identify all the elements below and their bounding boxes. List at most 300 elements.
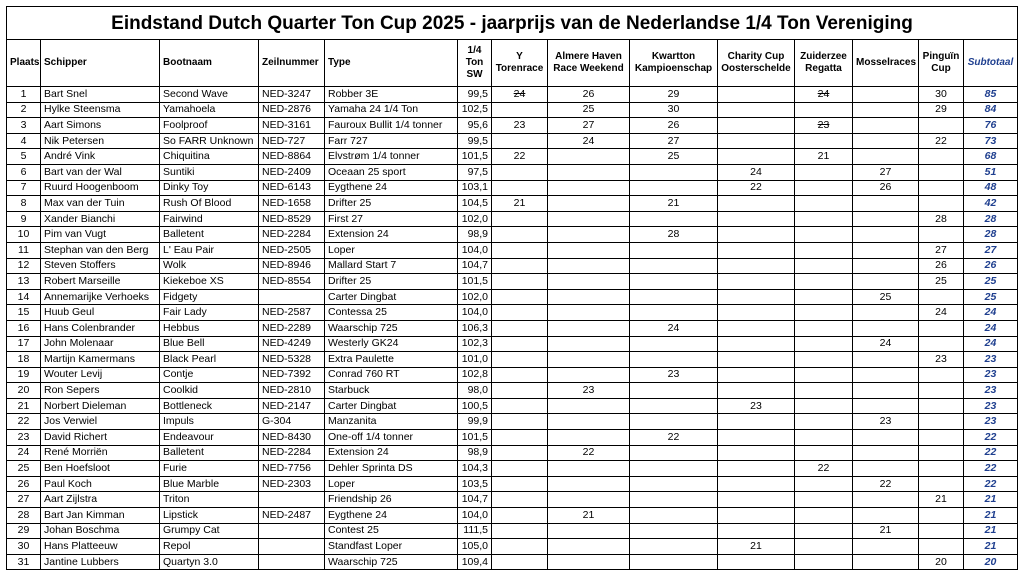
score-cell: 30 bbox=[630, 102, 718, 118]
subtotaal-cell: 23 bbox=[964, 398, 1018, 414]
bootnaam-cell: Black Pearl bbox=[160, 352, 259, 368]
score-cell bbox=[853, 383, 919, 399]
score-cell bbox=[630, 274, 718, 290]
zeilnummer-cell: NED-1658 bbox=[259, 196, 325, 212]
header-race-y-torenrace: Y Torenrace bbox=[492, 40, 548, 87]
sw-cell: 111,5 bbox=[458, 523, 492, 539]
bootnaam-cell: Endeavour bbox=[160, 430, 259, 446]
score-cell: 26 bbox=[548, 87, 630, 103]
score-cell bbox=[853, 445, 919, 461]
score-cell: 22 bbox=[718, 180, 795, 196]
score-cell: 28 bbox=[919, 211, 964, 227]
score-cell bbox=[853, 320, 919, 336]
sw-cell: 100,5 bbox=[458, 398, 492, 414]
score-cell bbox=[919, 476, 964, 492]
bootnaam-cell: Rush Of Blood bbox=[160, 196, 259, 212]
sw-cell: 104,7 bbox=[458, 492, 492, 508]
standings-table bbox=[6, 39, 1018, 570]
type-cell: Eygthene 24 bbox=[325, 180, 458, 196]
subtotaal-cell: 27 bbox=[964, 242, 1018, 258]
header-sw: 1/4 Ton SW bbox=[458, 40, 492, 87]
score-cell bbox=[919, 398, 964, 414]
score-cell: 22 bbox=[853, 476, 919, 492]
score-cell: 22 bbox=[630, 430, 718, 446]
bootnaam-cell: Fairwind bbox=[160, 211, 259, 227]
discarded-score-cell: 24 bbox=[492, 87, 548, 103]
plaats-cell: 17 bbox=[7, 336, 41, 352]
score-cell bbox=[795, 305, 853, 321]
score-cell bbox=[795, 430, 853, 446]
subtotaal-cell: 25 bbox=[964, 289, 1018, 305]
score-cell bbox=[795, 274, 853, 290]
score-cell bbox=[718, 336, 795, 352]
score-cell bbox=[630, 352, 718, 368]
sw-cell: 104,5 bbox=[458, 196, 492, 212]
table-row bbox=[7, 461, 1018, 477]
score-cell bbox=[630, 258, 718, 274]
score-cell bbox=[492, 242, 548, 258]
schipper-cell: Steven Stoffers bbox=[41, 258, 160, 274]
plaats-cell: 23 bbox=[7, 430, 41, 446]
table-row bbox=[7, 476, 1018, 492]
score-cell bbox=[630, 508, 718, 524]
score-cell bbox=[853, 305, 919, 321]
zeilnummer-cell bbox=[259, 523, 325, 539]
zeilnummer-cell: NED-2147 bbox=[259, 398, 325, 414]
plaats-cell: 18 bbox=[7, 352, 41, 368]
score-cell bbox=[853, 539, 919, 555]
plaats-cell: 20 bbox=[7, 383, 41, 399]
zeilnummer-cell: NED-2505 bbox=[259, 242, 325, 258]
table-row bbox=[7, 149, 1018, 165]
schipper-cell: Nik Petersen bbox=[41, 133, 160, 149]
plaats-cell: 19 bbox=[7, 367, 41, 383]
schipper-cell: Ruurd Hoogenboom bbox=[41, 180, 160, 196]
subtotaal-cell: 48 bbox=[964, 180, 1018, 196]
plaats-cell: 31 bbox=[7, 554, 41, 570]
type-cell: Standfast Loper bbox=[325, 539, 458, 555]
score-cell bbox=[853, 87, 919, 103]
subtotaal-cell: 28 bbox=[964, 227, 1018, 243]
subtotaal-cell: 42 bbox=[964, 196, 1018, 212]
score-cell: 21 bbox=[853, 523, 919, 539]
schipper-cell: Norbert Dieleman bbox=[41, 398, 160, 414]
subtotaal-cell: 73 bbox=[964, 133, 1018, 149]
score-cell bbox=[548, 367, 630, 383]
table-row bbox=[7, 118, 1018, 134]
score-cell bbox=[548, 476, 630, 492]
type-cell: Fauroux Bullit 1/4 tonner bbox=[325, 118, 458, 134]
sheet-title: Eindstand Dutch Quarter Ton Cup 2025 - jaarprijs van de Nederlandse 1/4 Ton Vereniging bbox=[6, 6, 1018, 39]
zeilnummer-cell: NED-2289 bbox=[259, 320, 325, 336]
score-cell: 29 bbox=[630, 87, 718, 103]
score-cell bbox=[795, 367, 853, 383]
type-cell: One-off 1/4 tonner bbox=[325, 430, 458, 446]
score-cell bbox=[853, 554, 919, 570]
score-cell: 24 bbox=[718, 164, 795, 180]
score-cell bbox=[795, 336, 853, 352]
score-cell bbox=[795, 102, 853, 118]
score-cell bbox=[853, 352, 919, 368]
type-cell: Friendship 26 bbox=[325, 492, 458, 508]
header-schipper: Schipper bbox=[41, 40, 160, 87]
bootnaam-cell: Blue Bell bbox=[160, 336, 259, 352]
schipper-cell: Huub Geul bbox=[41, 305, 160, 321]
bootnaam-cell: Bottleneck bbox=[160, 398, 259, 414]
header-race-pinguin-cup: Pinguïn Cup bbox=[919, 40, 964, 87]
score-cell bbox=[492, 352, 548, 368]
schipper-cell: Bart Snel bbox=[41, 87, 160, 103]
subtotaal-cell: 21 bbox=[964, 539, 1018, 555]
subtotaal-cell: 21 bbox=[964, 523, 1018, 539]
score-cell bbox=[548, 164, 630, 180]
type-cell: Dehler Sprinta DS bbox=[325, 461, 458, 477]
score-cell bbox=[795, 492, 853, 508]
score-cell bbox=[548, 258, 630, 274]
subtotaal-cell: 25 bbox=[964, 274, 1018, 290]
score-cell: 21 bbox=[718, 539, 795, 555]
score-cell bbox=[919, 523, 964, 539]
score-cell bbox=[718, 430, 795, 446]
subtotaal-cell: 23 bbox=[964, 352, 1018, 368]
score-cell bbox=[718, 149, 795, 165]
score-cell bbox=[795, 414, 853, 430]
score-cell bbox=[548, 211, 630, 227]
zeilnummer-cell: NED-8864 bbox=[259, 149, 325, 165]
score-cell bbox=[853, 508, 919, 524]
score-cell bbox=[853, 398, 919, 414]
plaats-cell: 6 bbox=[7, 164, 41, 180]
schipper-cell: Aart Zijlstra bbox=[41, 492, 160, 508]
score-cell bbox=[548, 274, 630, 290]
type-cell: First 27 bbox=[325, 211, 458, 227]
score-cell: 30 bbox=[919, 87, 964, 103]
score-cell: 24 bbox=[853, 336, 919, 352]
schipper-cell: Bart van der Wal bbox=[41, 164, 160, 180]
score-cell bbox=[492, 383, 548, 399]
score-cell: 27 bbox=[630, 133, 718, 149]
zeilnummer-cell bbox=[259, 492, 325, 508]
bootnaam-cell: Yamahoela bbox=[160, 102, 259, 118]
subtotaal-cell: 24 bbox=[964, 336, 1018, 352]
score-cell bbox=[548, 430, 630, 446]
score-cell: 27 bbox=[548, 118, 630, 134]
score-cell: 26 bbox=[853, 180, 919, 196]
score-cell bbox=[718, 320, 795, 336]
score-cell bbox=[630, 445, 718, 461]
subtotaal-cell: 20 bbox=[964, 554, 1018, 570]
score-cell bbox=[718, 242, 795, 258]
plaats-cell: 30 bbox=[7, 539, 41, 555]
score-cell bbox=[492, 523, 548, 539]
score-cell bbox=[853, 367, 919, 383]
score-cell: 23 bbox=[919, 352, 964, 368]
sw-cell: 97,5 bbox=[458, 164, 492, 180]
plaats-cell: 4 bbox=[7, 133, 41, 149]
score-cell bbox=[548, 352, 630, 368]
table-row bbox=[7, 320, 1018, 336]
score-cell bbox=[718, 274, 795, 290]
table-row bbox=[7, 430, 1018, 446]
type-cell: Drifter 25 bbox=[325, 196, 458, 212]
score-cell bbox=[795, 211, 853, 227]
table-row bbox=[7, 289, 1018, 305]
sw-cell: 102,5 bbox=[458, 102, 492, 118]
type-cell: Carter Dingbat bbox=[325, 398, 458, 414]
header-race-charity-cup: Charity Cup Oosterschelde bbox=[718, 40, 795, 87]
table-row bbox=[7, 87, 1018, 103]
header-subtotaal: Subtotaal bbox=[964, 40, 1018, 87]
subtotaal-cell: 23 bbox=[964, 367, 1018, 383]
score-cell: 22 bbox=[919, 133, 964, 149]
score-cell bbox=[630, 476, 718, 492]
score-cell bbox=[630, 289, 718, 305]
subtotaal-cell: 51 bbox=[964, 164, 1018, 180]
score-cell bbox=[718, 227, 795, 243]
score-cell bbox=[795, 352, 853, 368]
type-cell: Westerly GK24 bbox=[325, 336, 458, 352]
sw-cell: 104,7 bbox=[458, 258, 492, 274]
subtotaal-cell: 84 bbox=[964, 102, 1018, 118]
zeilnummer-cell: NED-2587 bbox=[259, 305, 325, 321]
header-plaats: Plaats bbox=[7, 40, 41, 87]
score-cell bbox=[492, 133, 548, 149]
sw-cell: 102,0 bbox=[458, 289, 492, 305]
score-cell bbox=[548, 227, 630, 243]
score-cell bbox=[718, 523, 795, 539]
type-cell: Farr 727 bbox=[325, 133, 458, 149]
score-cell bbox=[853, 258, 919, 274]
schipper-cell: Wouter Levij bbox=[41, 367, 160, 383]
plaats-cell: 16 bbox=[7, 320, 41, 336]
subtotaal-cell: 22 bbox=[964, 430, 1018, 446]
score-cell: 28 bbox=[630, 227, 718, 243]
score-cell bbox=[718, 305, 795, 321]
plaats-cell: 11 bbox=[7, 242, 41, 258]
schipper-cell: Johan Boschma bbox=[41, 523, 160, 539]
score-cell bbox=[919, 227, 964, 243]
schipper-cell: Hans Colenbrander bbox=[41, 320, 160, 336]
table-row bbox=[7, 492, 1018, 508]
sw-cell: 98,9 bbox=[458, 445, 492, 461]
type-cell: Extension 24 bbox=[325, 227, 458, 243]
score-cell bbox=[718, 352, 795, 368]
bootnaam-cell: Grumpy Cat bbox=[160, 523, 259, 539]
plaats-cell: 13 bbox=[7, 274, 41, 290]
score-cell bbox=[630, 414, 718, 430]
sw-cell: 102,0 bbox=[458, 211, 492, 227]
plaats-cell: 7 bbox=[7, 180, 41, 196]
table-row bbox=[7, 164, 1018, 180]
score-cell bbox=[853, 149, 919, 165]
table-row bbox=[7, 445, 1018, 461]
schipper-cell: Jos Verwiel bbox=[41, 414, 160, 430]
sw-cell: 103,5 bbox=[458, 476, 492, 492]
score-cell bbox=[548, 336, 630, 352]
table-row bbox=[7, 539, 1018, 555]
type-cell: Loper bbox=[325, 476, 458, 492]
type-cell: Robber 3E bbox=[325, 87, 458, 103]
type-cell: Eygthene 24 bbox=[325, 508, 458, 524]
score-cell bbox=[795, 258, 853, 274]
score-cell bbox=[548, 289, 630, 305]
score-cell bbox=[718, 211, 795, 227]
score-cell bbox=[548, 149, 630, 165]
type-cell: Mallard Start 7 bbox=[325, 258, 458, 274]
bootnaam-cell: Balletent bbox=[160, 227, 259, 243]
score-cell: 22 bbox=[548, 445, 630, 461]
table-row bbox=[7, 398, 1018, 414]
score-cell: 22 bbox=[492, 149, 548, 165]
score-cell bbox=[718, 258, 795, 274]
score-cell bbox=[795, 196, 853, 212]
type-cell: Carter Dingbat bbox=[325, 289, 458, 305]
zeilnummer-cell: NED-4249 bbox=[259, 336, 325, 352]
subtotaal-cell: 26 bbox=[964, 258, 1018, 274]
score-cell bbox=[492, 289, 548, 305]
score-cell bbox=[492, 414, 548, 430]
table-row bbox=[7, 258, 1018, 274]
sw-cell: 104,3 bbox=[458, 461, 492, 477]
score-cell bbox=[548, 414, 630, 430]
score-cell bbox=[630, 242, 718, 258]
type-cell: Contest 25 bbox=[325, 523, 458, 539]
zeilnummer-cell: NED-3161 bbox=[259, 118, 325, 134]
score-cell bbox=[919, 461, 964, 477]
table-row bbox=[7, 211, 1018, 227]
score-cell bbox=[718, 87, 795, 103]
score-cell bbox=[919, 508, 964, 524]
subtotaal-cell: 21 bbox=[964, 508, 1018, 524]
score-cell bbox=[492, 445, 548, 461]
score-cell bbox=[492, 258, 548, 274]
sw-cell: 102,3 bbox=[458, 336, 492, 352]
score-cell bbox=[630, 336, 718, 352]
bootnaam-cell: Repol bbox=[160, 539, 259, 555]
bootnaam-cell: Furie bbox=[160, 461, 259, 477]
score-cell bbox=[492, 476, 548, 492]
score-cell bbox=[630, 305, 718, 321]
type-cell: Extension 24 bbox=[325, 445, 458, 461]
score-cell bbox=[853, 133, 919, 149]
zeilnummer-cell: NED-8554 bbox=[259, 274, 325, 290]
bootnaam-cell: Suntiki bbox=[160, 164, 259, 180]
subtotaal-cell: 21 bbox=[964, 492, 1018, 508]
score-cell bbox=[492, 398, 548, 414]
zeilnummer-cell: NED-8430 bbox=[259, 430, 325, 446]
score-cell bbox=[548, 196, 630, 212]
zeilnummer-cell: NED-727 bbox=[259, 133, 325, 149]
score-cell bbox=[630, 398, 718, 414]
sw-cell: 101,0 bbox=[458, 352, 492, 368]
score-cell: 25 bbox=[853, 289, 919, 305]
schipper-cell: Stephan van den Berg bbox=[41, 242, 160, 258]
zeilnummer-cell: NED-2876 bbox=[259, 102, 325, 118]
score-cell: 23 bbox=[853, 414, 919, 430]
bootnaam-cell: Hebbus bbox=[160, 320, 259, 336]
score-cell bbox=[718, 445, 795, 461]
bootnaam-cell: Contje bbox=[160, 367, 259, 383]
score-cell bbox=[548, 539, 630, 555]
score-cell bbox=[853, 242, 919, 258]
bootnaam-cell: Coolkid bbox=[160, 383, 259, 399]
score-cell: 29 bbox=[919, 102, 964, 118]
table-row bbox=[7, 554, 1018, 570]
subtotaal-cell: 76 bbox=[964, 118, 1018, 134]
type-cell: Starbuck bbox=[325, 383, 458, 399]
sw-cell: 109,4 bbox=[458, 554, 492, 570]
score-cell: 27 bbox=[919, 242, 964, 258]
score-cell bbox=[718, 476, 795, 492]
header-type: Type bbox=[325, 40, 458, 87]
sw-cell: 99,9 bbox=[458, 414, 492, 430]
score-cell bbox=[548, 180, 630, 196]
score-cell bbox=[919, 414, 964, 430]
score-cell: 25 bbox=[919, 274, 964, 290]
type-cell: Drifter 25 bbox=[325, 274, 458, 290]
score-cell bbox=[492, 320, 548, 336]
header-bootnaam: Bootnaam bbox=[160, 40, 259, 87]
score-cell bbox=[492, 180, 548, 196]
plaats-cell: 21 bbox=[7, 398, 41, 414]
schipper-cell: Pim van Vugt bbox=[41, 227, 160, 243]
subtotaal-cell: 23 bbox=[964, 414, 1018, 430]
header-zeilnummer: Zeilnummer bbox=[259, 40, 325, 87]
score-cell bbox=[919, 149, 964, 165]
table-row bbox=[7, 523, 1018, 539]
table-row bbox=[7, 367, 1018, 383]
sw-cell: 104,0 bbox=[458, 242, 492, 258]
zeilnummer-cell: NED-2487 bbox=[259, 508, 325, 524]
score-cell bbox=[492, 492, 548, 508]
score-cell bbox=[492, 539, 548, 555]
score-cell bbox=[718, 461, 795, 477]
plaats-cell: 10 bbox=[7, 227, 41, 243]
schipper-cell: Hylke Steensma bbox=[41, 102, 160, 118]
score-cell bbox=[718, 118, 795, 134]
type-cell: Yamaha 24 1/4 Ton bbox=[325, 102, 458, 118]
score-cell bbox=[919, 445, 964, 461]
score-cell bbox=[548, 461, 630, 477]
score-cell bbox=[919, 320, 964, 336]
score-cell bbox=[492, 164, 548, 180]
zeilnummer-cell: NED-7756 bbox=[259, 461, 325, 477]
zeilnummer-cell bbox=[259, 554, 325, 570]
score-cell: 25 bbox=[548, 102, 630, 118]
score-cell: 21 bbox=[919, 492, 964, 508]
subtotaal-cell: 68 bbox=[964, 149, 1018, 165]
score-cell bbox=[919, 383, 964, 399]
sw-cell: 95,6 bbox=[458, 118, 492, 134]
table-row bbox=[7, 414, 1018, 430]
schipper-cell: André Vink bbox=[41, 149, 160, 165]
table-row bbox=[7, 180, 1018, 196]
zeilnummer-cell: NED-2810 bbox=[259, 383, 325, 399]
table-row bbox=[7, 508, 1018, 524]
type-cell: Waarschip 725 bbox=[325, 320, 458, 336]
score-cell: 22 bbox=[795, 461, 853, 477]
score-cell bbox=[919, 289, 964, 305]
bootnaam-cell: Fidgety bbox=[160, 289, 259, 305]
header-race-mosselraces: Mosselraces bbox=[853, 40, 919, 87]
plaats-cell: 28 bbox=[7, 508, 41, 524]
score-cell bbox=[630, 492, 718, 508]
table-row bbox=[7, 274, 1018, 290]
plaats-cell: 22 bbox=[7, 414, 41, 430]
sw-cell: 103,1 bbox=[458, 180, 492, 196]
sw-cell: 98,9 bbox=[458, 227, 492, 243]
score-cell: 25 bbox=[630, 149, 718, 165]
